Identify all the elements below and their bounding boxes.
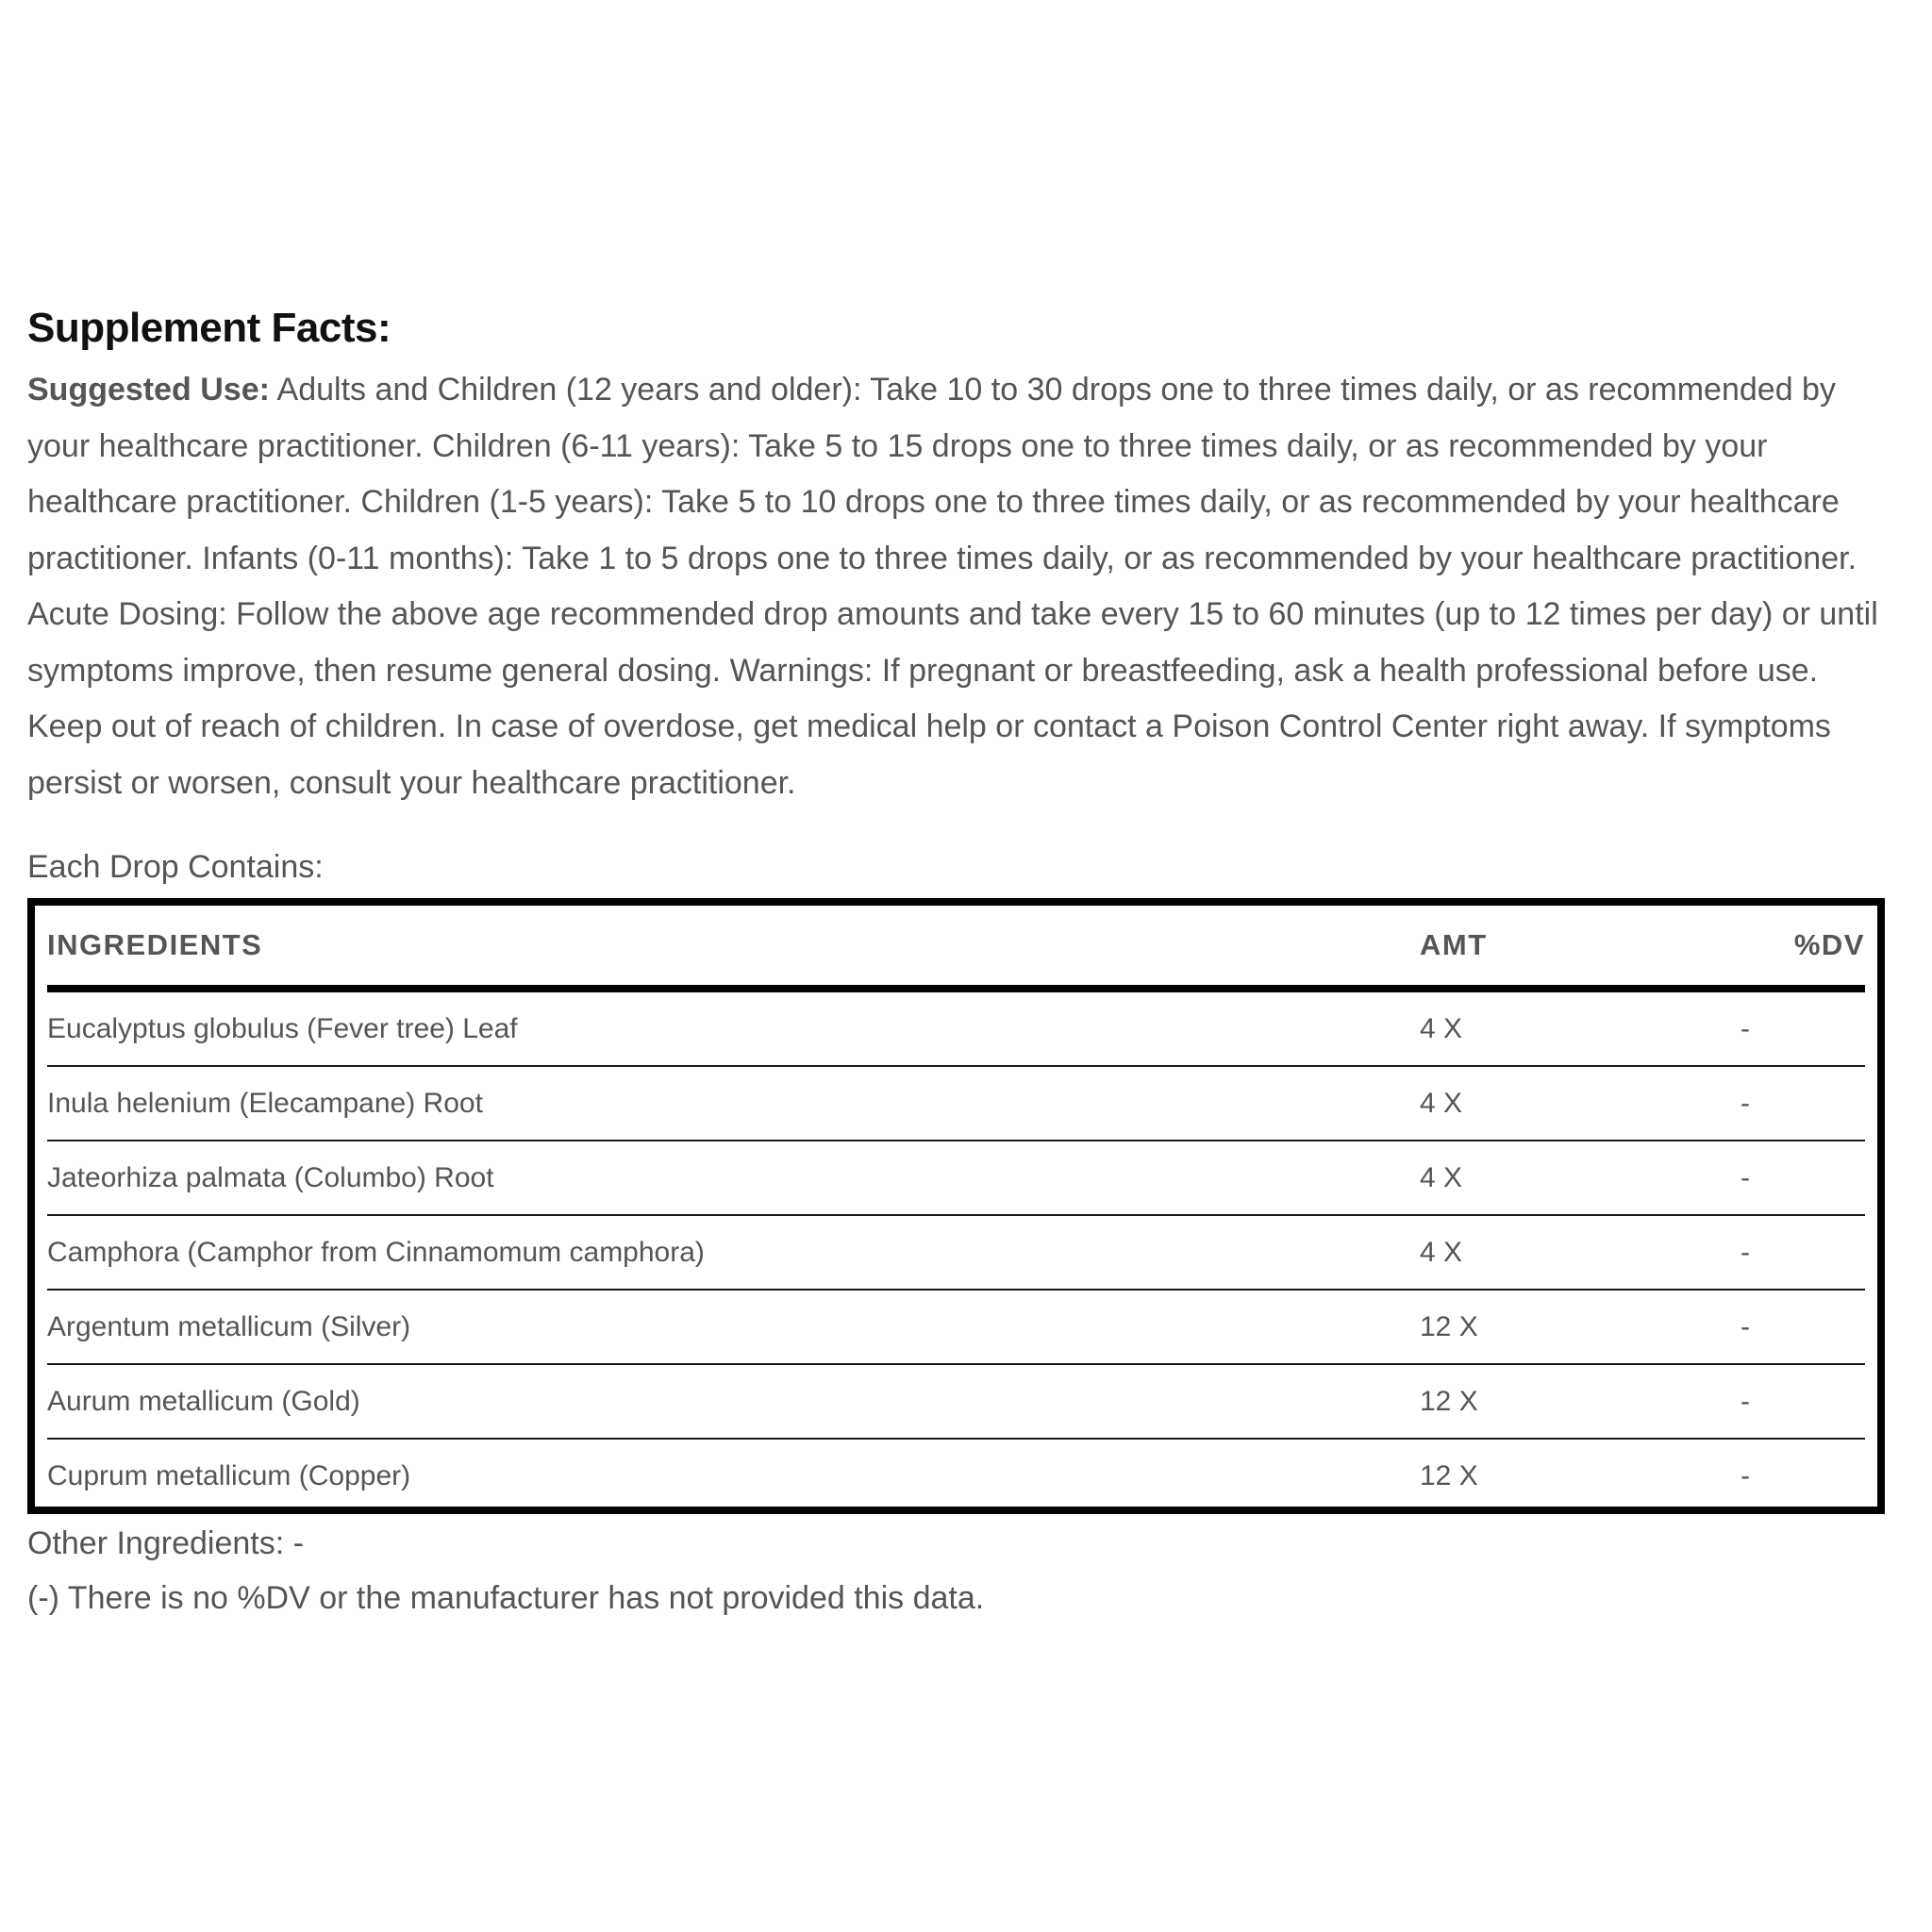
- ingredient-amt: 12 X: [1420, 1459, 1478, 1491]
- ingredient-name: Camphora (Camphor from Cinnamomum camphora): [47, 1215, 1420, 1290]
- page-title: Supplement Facts:: [27, 305, 391, 351]
- other-ingredients: Other Ingredients: -: [27, 1525, 304, 1561]
- ingredient-dv: -: [1703, 1141, 1865, 1215]
- suggested-use-paragraph: [27, 362, 1900, 811]
- ingredient-name: Argentum metallicum (Silver): [47, 1290, 1420, 1364]
- table-row: [47, 1066, 1865, 1141]
- table-row: [47, 989, 1865, 1066]
- ingredient-name: Aurum metallicum (Gold): [47, 1364, 1420, 1439]
- dv-footnote: (-) There is no %DV or the manufacturer has not provided this data.: [27, 1580, 985, 1616]
- header-amt: AMT: [1420, 906, 1703, 989]
- ingredient-name: Eucalyptus globulus (Fever tree) Leaf: [47, 989, 1420, 1066]
- each-drop-label: Each Drop Contains:: [27, 849, 324, 885]
- ingredient-name: Cuprum metallicum (Copper): [47, 1459, 411, 1491]
- ingredient-dv: -: [1703, 1290, 1865, 1364]
- ingredient-name: Jateorhiza palmata (Columbo) Root: [47, 1141, 1420, 1215]
- table-row: [47, 1290, 1865, 1364]
- ingredient-dv: -: [1703, 1364, 1865, 1439]
- ingredient-amt: 4 X: [1420, 1141, 1703, 1215]
- ingredient-name: Inula helenium (Elecampane) Root: [47, 1066, 1420, 1141]
- ingredient-amt: 12 X: [1420, 1290, 1703, 1364]
- ingredient-dv: -: [1703, 1215, 1865, 1290]
- table-row: [47, 1215, 1865, 1290]
- ingredient-dv: -: [1703, 989, 1865, 1066]
- header-dv: %DV: [1703, 906, 1865, 989]
- suggested-use-text: Adults and Children (12 years and older): Take 10 to 30 drops one to three times daily, or as recommended by your healthcare practitioner. Children (6-11 years): Take 5 to 15 drops one to three times daily, or as recommended by your healthcare practitioner. Children (1-5 years): Take 5 to 10 drops one to three times daily, or as recommended by your healthcare practitioner. Infants (0-11 months): Take 1 to 5 drops one to three times daily, or as recommended by your healthcare practitioner. Acute Dosing: Follow the above age recommended drop amounts and take every 15 to 60 minutes (up to 12 times per day) or until symptoms improve, then resume general dosing. Warnings: If pregnant or breastfeeding, ask a health professional before use. Keep out of reach of children. In case of overdose, get medical help or contact a Poison Control Center right away. If symptoms persist or worsen, consult your healthcare practitioner.: [27, 372, 1878, 801]
- ingredient-amt: 4 X: [1420, 1066, 1703, 1141]
- ingredient-amt: 4 X: [1420, 1215, 1703, 1290]
- ingredients-table: [47, 906, 1865, 1512]
- table-row: [47, 1364, 1865, 1439]
- ingredient-amt: 12 X: [1420, 1364, 1703, 1439]
- table-header-row: [47, 906, 1865, 989]
- ingredient-dv: -: [1703, 1066, 1865, 1141]
- supplement-facts-section: [27, 300, 1900, 1625]
- table-row: [47, 1439, 1865, 1512]
- ingredient-dv: -: [1740, 1459, 1750, 1491]
- suggested-use-label: Suggested Use:: [27, 372, 270, 408]
- ingredient-amt: 4 X: [1420, 989, 1703, 1066]
- ingredients-table-box: [27, 898, 1885, 1514]
- table-row: [47, 1141, 1865, 1215]
- header-ingredients: INGREDIENTS: [47, 906, 1420, 989]
